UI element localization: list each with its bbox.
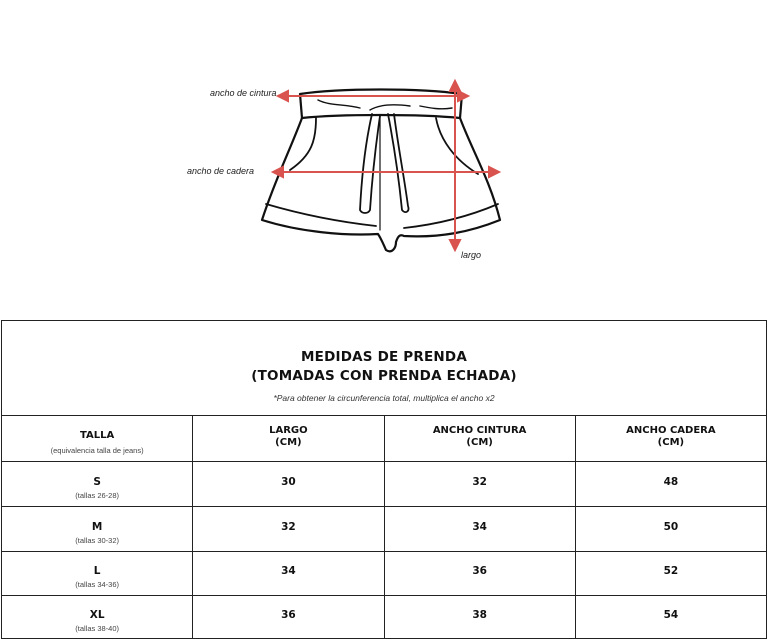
header-length-unit: (CM) [275,437,302,448]
row-length: 30 [281,476,296,488]
table-note: *Para obtener la circunferencia total, multiplica el ancho x2 [273,393,495,403]
table-subtitle: (TOMADAS CON PRENDA ECHADA) [251,368,517,384]
waist-label: ancho de cintura [210,88,277,98]
row-waist: 34 [472,521,487,533]
hip-arrow-right [489,167,499,177]
row-length: 34 [281,565,296,577]
waistband [300,90,462,119]
row-jeans: (tallas 34-36) [75,580,120,589]
row-length: 36 [281,609,296,621]
row-size: XL [89,609,105,621]
size-chart-table [1,320,767,639]
row-waist: 36 [472,565,487,577]
header-size-sub: (equivalencia talla de jeans) [50,446,144,455]
table-row [2,507,766,552]
table-row [2,552,766,596]
shorts-body [262,118,500,251]
row-size: S [93,476,101,488]
row-waist: 32 [472,476,487,488]
row-waist: 38 [472,609,487,621]
header-size-label: TALLA [79,430,115,441]
header-length [192,416,383,461]
header-hip-unit: (CM) [657,437,685,448]
header-waist-unit: (CM) [466,437,493,448]
header-waist [384,416,575,461]
drawstring-right [388,114,408,212]
length-arrow-bottom [450,240,460,250]
row-jeans: (tallas 30-32) [75,536,120,545]
waist-arrow-left [278,91,288,101]
row-size: L [93,565,101,577]
table-title-block [2,321,766,416]
row-hip: 54 [663,609,679,621]
table-row [2,596,766,638]
row-jeans: (tallas 38-40) [75,624,120,633]
row-hip: 52 [663,565,679,577]
header-size [2,416,192,461]
row-size: M [91,521,103,533]
header-hip [575,416,766,461]
table-title: MEDIDAS DE PRENDA [301,349,467,365]
hip-label: ancho de cadera [187,166,255,176]
drawstring-left [360,114,380,213]
hip-arrow-left [273,167,283,177]
length-label: largo [461,250,482,260]
row-hip: 50 [663,521,679,533]
row-hip: 48 [663,476,679,488]
row-length: 32 [281,521,296,533]
table-row [2,462,766,507]
header-length-label: LARGO [269,425,308,436]
length-arrow-top [450,81,460,91]
header-waist-label: ANCHO CINTURA [432,425,527,436]
table-header-row [2,416,766,462]
row-jeans: (tallas 26-28) [75,491,120,500]
header-hip-label: ANCHO CADERA [626,425,716,436]
waist-arrow-right [458,91,468,101]
